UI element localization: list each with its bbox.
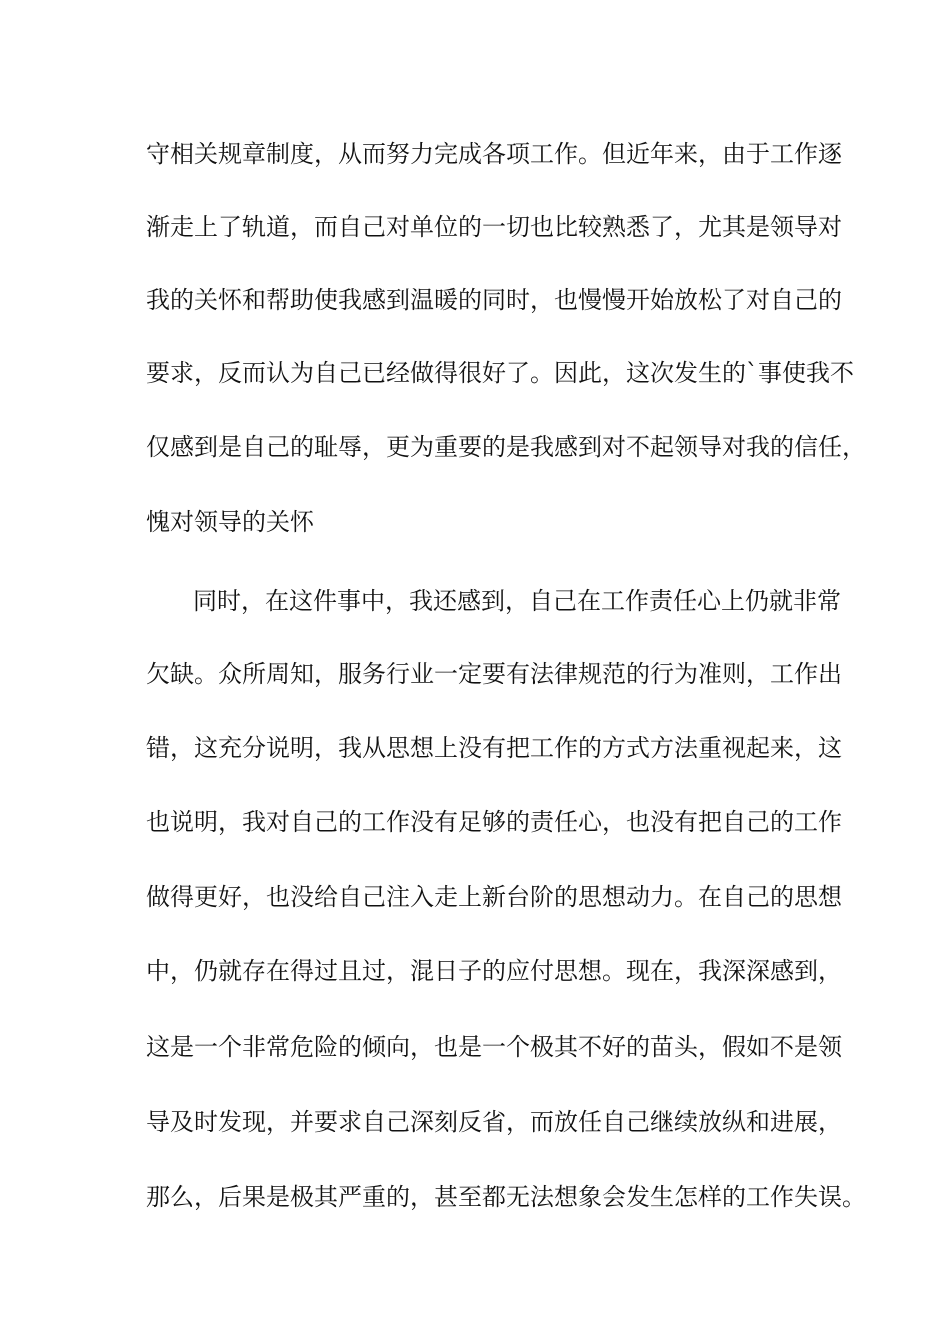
text-line: 我的关怀和帮助使我感到温暖的同时，也慢慢开始放松了对自己的 — [146, 286, 842, 314]
text-line: 仅感到是自己的耻辱，更为重要的是我感到对不起领导对我的信任， — [146, 433, 866, 461]
text-line: 要求，反而认为自己已经做得很好了。因此，这次发生的`事使我不 — [146, 359, 854, 387]
text-line: 那么，后果是极其严重的，甚至都无法想象会发生怎样的工作失误。 — [146, 1183, 866, 1211]
text-line: 渐走上了轨道，而自己对单位的一切也比较熟悉了，尤其是领导对 — [146, 213, 842, 241]
text-line: 做得更好，也没给自己注入走上新台阶的思想动力。在自己的思想 — [146, 883, 842, 911]
paragraph-first-line: 同时，在这件事中，我还感到，自己在工作责任心上仍就非常 — [193, 587, 841, 615]
text-line: 这是一个非常危险的倾向，也是一个极其不好的苗头，假如不是领 — [146, 1033, 842, 1061]
text-line: 愧对领导的关怀 — [146, 508, 314, 536]
text-line: 守相关规章制度，从而努力完成各项工作。但近年来，由于工作逐 — [146, 140, 842, 168]
text-line: 也说明，我对自己的工作没有足够的责任心，也没有把自己的工作 — [146, 808, 842, 836]
text-line: 导及时发现，并要求自己深刻反省，而放任自己继续放纵和进展， — [146, 1108, 842, 1136]
text-line: 错，这充分说明，我从思想上没有把工作的方式方法重视起来，这 — [146, 734, 842, 762]
text-line: 中，仍就存在得过且过，混日子的应付思想。现在，我深深感到， — [146, 957, 842, 985]
text-line: 欠缺。众所周知，服务行业一定要有法律规范的行为准则，工作出 — [146, 660, 842, 688]
